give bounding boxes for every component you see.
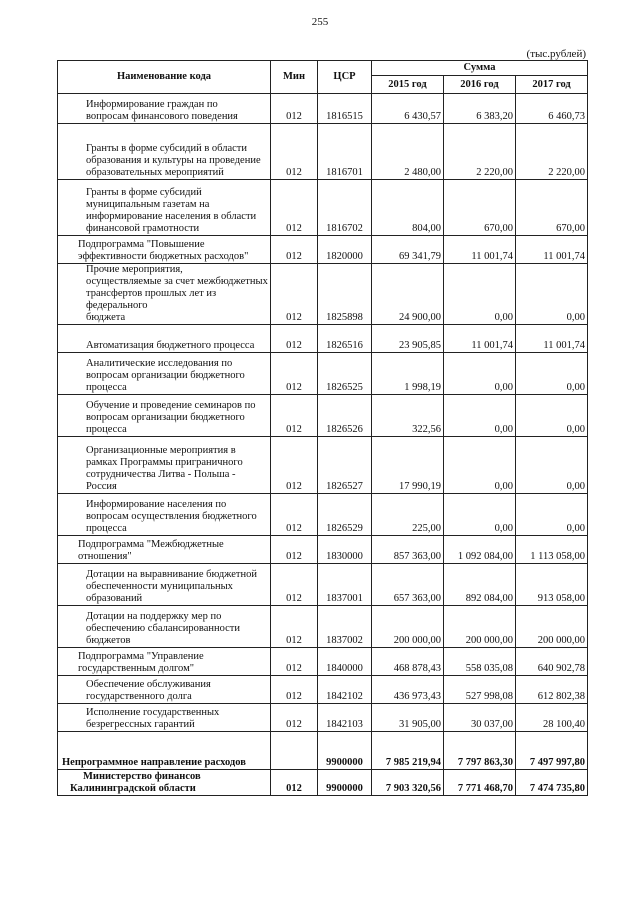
table-row [58,236,588,264]
row-value-2017: 0,00 [516,353,588,395]
row-value-2016: 30 037,00 [444,704,516,732]
row-name: Исполнение государственных безрегрессных гарантий [58,704,271,732]
table-row [58,770,588,796]
header-sum: Сумма [372,61,588,76]
table-row [58,732,588,770]
row-value-2017: 0,00 [516,264,588,325]
table-row [58,94,588,124]
row-csr: 1826526 [318,395,372,437]
row-name: Подпрограмма "Управление государственным долгом" [58,648,271,676]
row-value-2015: 31 905,00 [372,704,444,732]
row-value-2015: 23 905,85 [372,325,444,353]
row-csr: 1830000 [318,536,372,564]
row-value-2017: 11 001,74 [516,236,588,264]
row-name: Дотации на поддержку мер по обеспечению сбалансированности бюджетов [58,606,271,648]
row-value-2016: 7 771 468,70 [444,770,516,796]
row-value-2016: 0,00 [444,395,516,437]
row-value-2015: 322,56 [372,395,444,437]
row-min: 012 [271,325,318,353]
row-name: Подпрограмма "Повышение эффективности бюджетных расходов" [58,236,271,264]
row-min: 012 [271,180,318,236]
row-name: Дотации на выравнивание бюджетной обеспеченности муниципальных образований [58,564,271,606]
table-body [58,94,588,796]
header-year-2016: 2016 год [444,76,516,94]
table-row [58,704,588,732]
row-value-2017: 200 000,00 [516,606,588,648]
row-min: 012 [271,606,318,648]
row-value-2016: 7 797 863,30 [444,732,516,770]
page-number: 255 [311,16,329,28]
row-csr: 1826516 [318,325,372,353]
table-row [58,124,588,180]
table-row [58,325,588,353]
units-label: (тыс.рублей) [526,48,586,60]
row-name: Организационные мероприятия в рамках Программы приграничного сотрудничества Литва - Польша - Россия [58,437,271,494]
row-csr: 1816701 [318,124,372,180]
row-name: Обучение и проведение семинаров по вопросам организации бюджетного процесса [58,395,271,437]
row-min: 012 [271,236,318,264]
row-value-2016: 11 001,74 [444,325,516,353]
row-value-2016: 200 000,00 [444,606,516,648]
table-row [58,606,588,648]
row-name: Гранты в форме субсидий в области образования и культуры на проведение образовательных мероприятий [58,124,271,180]
row-value-2015: 657 363,00 [372,564,444,606]
row-value-2017: 670,00 [516,180,588,236]
row-value-2016: 892 084,00 [444,564,516,606]
row-value-2015: 6 430,57 [372,94,444,124]
row-value-2015: 7 985 219,94 [372,732,444,770]
row-name: Автоматизация бюджетного процесса [58,325,271,353]
row-csr: 1842102 [318,676,372,704]
row-value-2015: 17 990,19 [372,437,444,494]
row-value-2015: 436 973,43 [372,676,444,704]
row-min: 012 [271,536,318,564]
row-min [271,732,318,770]
row-value-2017: 7 474 735,80 [516,770,588,796]
row-value-2017: 913 058,00 [516,564,588,606]
row-csr: 1816515 [318,94,372,124]
row-value-2016: 1 092 084,00 [444,536,516,564]
row-name: Министерство финансов Калининградской области [58,770,271,796]
row-name: Прочие мероприятия, осуществляемые за счет межбюджетных трансфертов прошлых лет из федерального бюджета [58,264,271,325]
budget-table [57,60,588,796]
row-csr: 1840000 [318,648,372,676]
row-name: Информирование населения по вопросам осуществления бюджетного процесса [58,494,271,536]
table-row [58,676,588,704]
row-value-2017: 6 460,73 [516,94,588,124]
row-value-2016: 558 035,08 [444,648,516,676]
table-row [58,564,588,606]
table-row [58,437,588,494]
row-value-2016: 0,00 [444,437,516,494]
row-value-2017: 28 100,40 [516,704,588,732]
row-value-2015: 2 480,00 [372,124,444,180]
row-min: 012 [271,676,318,704]
row-value-2015: 24 900,00 [372,264,444,325]
row-csr: 9900000 [318,770,372,796]
table-row [58,180,588,236]
row-value-2015: 468 878,43 [372,648,444,676]
row-value-2017: 612 802,38 [516,676,588,704]
row-name: Подпрограмма "Межбюджетные отношения" [58,536,271,564]
row-csr: 1837002 [318,606,372,648]
row-value-2016: 0,00 [444,353,516,395]
row-csr: 1837001 [318,564,372,606]
row-value-2015: 7 903 320,56 [372,770,444,796]
row-value-2015: 1 998,19 [372,353,444,395]
row-name: Гранты в форме субсидий муниципальным газетам на информирование населения в области финансовой грамотности [58,180,271,236]
row-value-2017: 0,00 [516,437,588,494]
row-value-2015: 804,00 [372,180,444,236]
header-min: Мин [271,61,318,94]
header-csr: ЦСР [318,61,372,94]
row-value-2017: 1 113 058,00 [516,536,588,564]
row-csr: 1816702 [318,180,372,236]
row-value-2016: 670,00 [444,180,516,236]
table-row [58,536,588,564]
row-value-2016: 0,00 [444,494,516,536]
header-year-2015: 2015 год [372,76,444,94]
table-row [58,494,588,536]
row-value-2015: 225,00 [372,494,444,536]
row-min: 012 [271,264,318,325]
row-name: Информирование граждан по вопросам финансового поведения [58,94,271,124]
table-row [58,395,588,437]
row-value-2017: 7 497 997,80 [516,732,588,770]
row-csr: 1820000 [318,236,372,264]
row-name: Обеспечение обслуживания государственного долга [58,676,271,704]
row-min: 012 [271,770,318,796]
table-row [58,648,588,676]
row-csr: 1825898 [318,264,372,325]
row-value-2016: 527 998,08 [444,676,516,704]
row-value-2017: 2 220,00 [516,124,588,180]
table-row [58,264,588,325]
header-name: Наименование кода [58,61,271,94]
row-csr: 1842103 [318,704,372,732]
row-min: 012 [271,564,318,606]
row-value-2017: 640 902,78 [516,648,588,676]
row-value-2016: 6 383,20 [444,94,516,124]
row-csr: 1826527 [318,437,372,494]
row-value-2017: 11 001,74 [516,325,588,353]
header-year-2017: 2017 год [516,76,588,94]
row-value-2015: 69 341,79 [372,236,444,264]
row-min: 012 [271,648,318,676]
row-min: 012 [271,353,318,395]
row-value-2017: 0,00 [516,395,588,437]
row-csr: 1826525 [318,353,372,395]
row-csr: 9900000 [318,732,372,770]
row-name: Аналитические исследования по вопросам организации бюджетного процесса [58,353,271,395]
row-value-2015: 857 363,00 [372,536,444,564]
row-value-2016: 0,00 [444,264,516,325]
row-value-2016: 11 001,74 [444,236,516,264]
row-min: 012 [271,94,318,124]
row-min: 012 [271,494,318,536]
row-min: 012 [271,124,318,180]
row-csr: 1826529 [318,494,372,536]
row-value-2015: 200 000,00 [372,606,444,648]
row-value-2017: 0,00 [516,494,588,536]
table-row [58,353,588,395]
row-min: 012 [271,704,318,732]
row-value-2016: 2 220,00 [444,124,516,180]
row-name: Непрограммное направление расходов [58,732,271,770]
row-min: 012 [271,395,318,437]
row-min: 012 [271,437,318,494]
